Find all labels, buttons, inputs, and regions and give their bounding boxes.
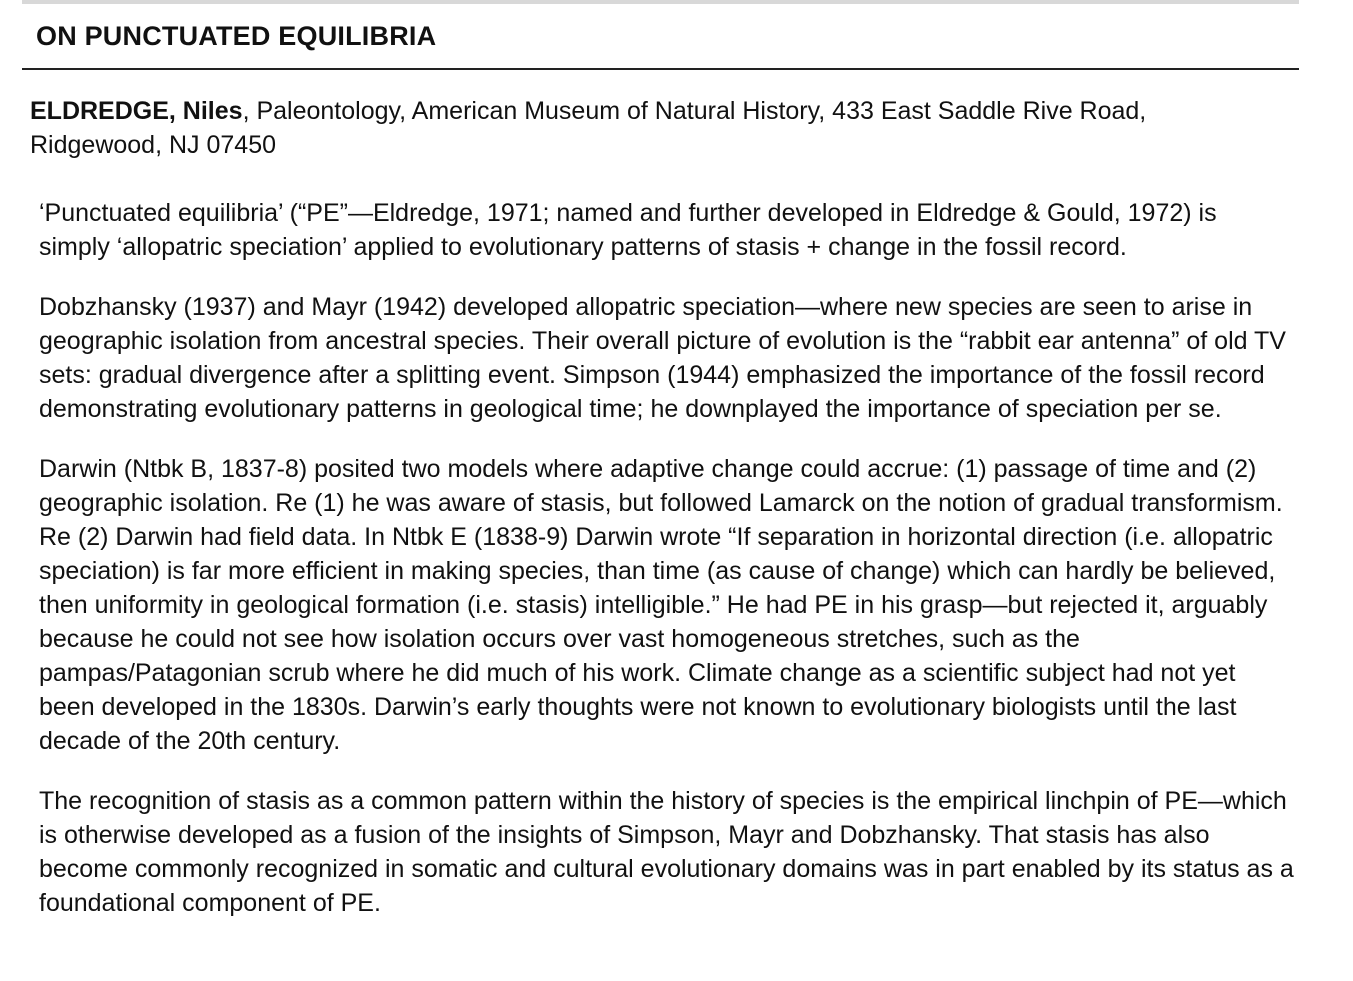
author-name: ELDREDGE, Niles [30, 97, 243, 125]
author-affiliation: , Paleontology, American Museum of Natural History, 433 East Saddle Rive Road, Ridgewood, NJ 07450 [30, 97, 1147, 159]
paragraph-3: Darwin (Ntbk B, 1837-8) posited two models where adaptive change could accrue: (1) passage of time and (2) geographic isolation. Re (1) he was aware of stasis, but followed Lamarck on the notion of gradual transformism. Re (2) Darwin had field data. In Ntbk E (1838-9) Darwin wrote “If separation in horizontal direction (i.e. allopatric speciation) is far more efficient in making species, than time (as cause of change) which can hardly be believed, then uniformity in geological formation (i.e. stasis) intelligible.” He had PE in his grasp—but rejected it, arguably because he could not see how isolation occurs over vast homogeneous stretches, such as the pampas/Patagonian scrub where he did much of his work. Climate change as a scientific subject had not yet been developed in the 1830s. Darwin’s early thoughts were not known to evolutionary biologists until the last decade of the 20th century. [39, 455, 1283, 755]
title-divider [22, 68, 1299, 70]
abstract-body [39, 196, 1294, 946]
document-title: ON PUNCTUATED EQUILIBRIA [36, 21, 437, 51]
author-line [30, 94, 1280, 162]
paragraph-4: The recognition of stasis as a common pattern within the history of species is the empirical linchpin of PE—which is otherwise developed as a fusion of the insights of Simpson, Mayr and Dobzhansky. That stasis has also become commonly recognized in somatic and cultural evolutionary domains was in part enabled by its status as a foundational component of PE. [39, 787, 1294, 917]
paragraph-2: Dobzhansky (1937) and Mayr (1942) developed allopatric speciation—where new species are seen to arise in geographic isolation from ancestral species. Their overall picture of evolution is the “rabbit ear antenna” of old TV sets: gradual divergence after a splitting event. Simpson (1944) emphasized the importance of the fossil record demonstrating evolutionary patterns in geological time; he downplayed the importance of speciation per se. [39, 293, 1286, 423]
top-divider [22, 0, 1299, 4]
paragraph-1: ‘Punctuated equilibria’ (“PE”—Eldredge, 1971; named and further developed in Eldredge & Gould, 1972) is simply ‘allopatric speciation’ applied to evolutionary patterns of stasis + change in the fossil record. [39, 199, 1217, 261]
